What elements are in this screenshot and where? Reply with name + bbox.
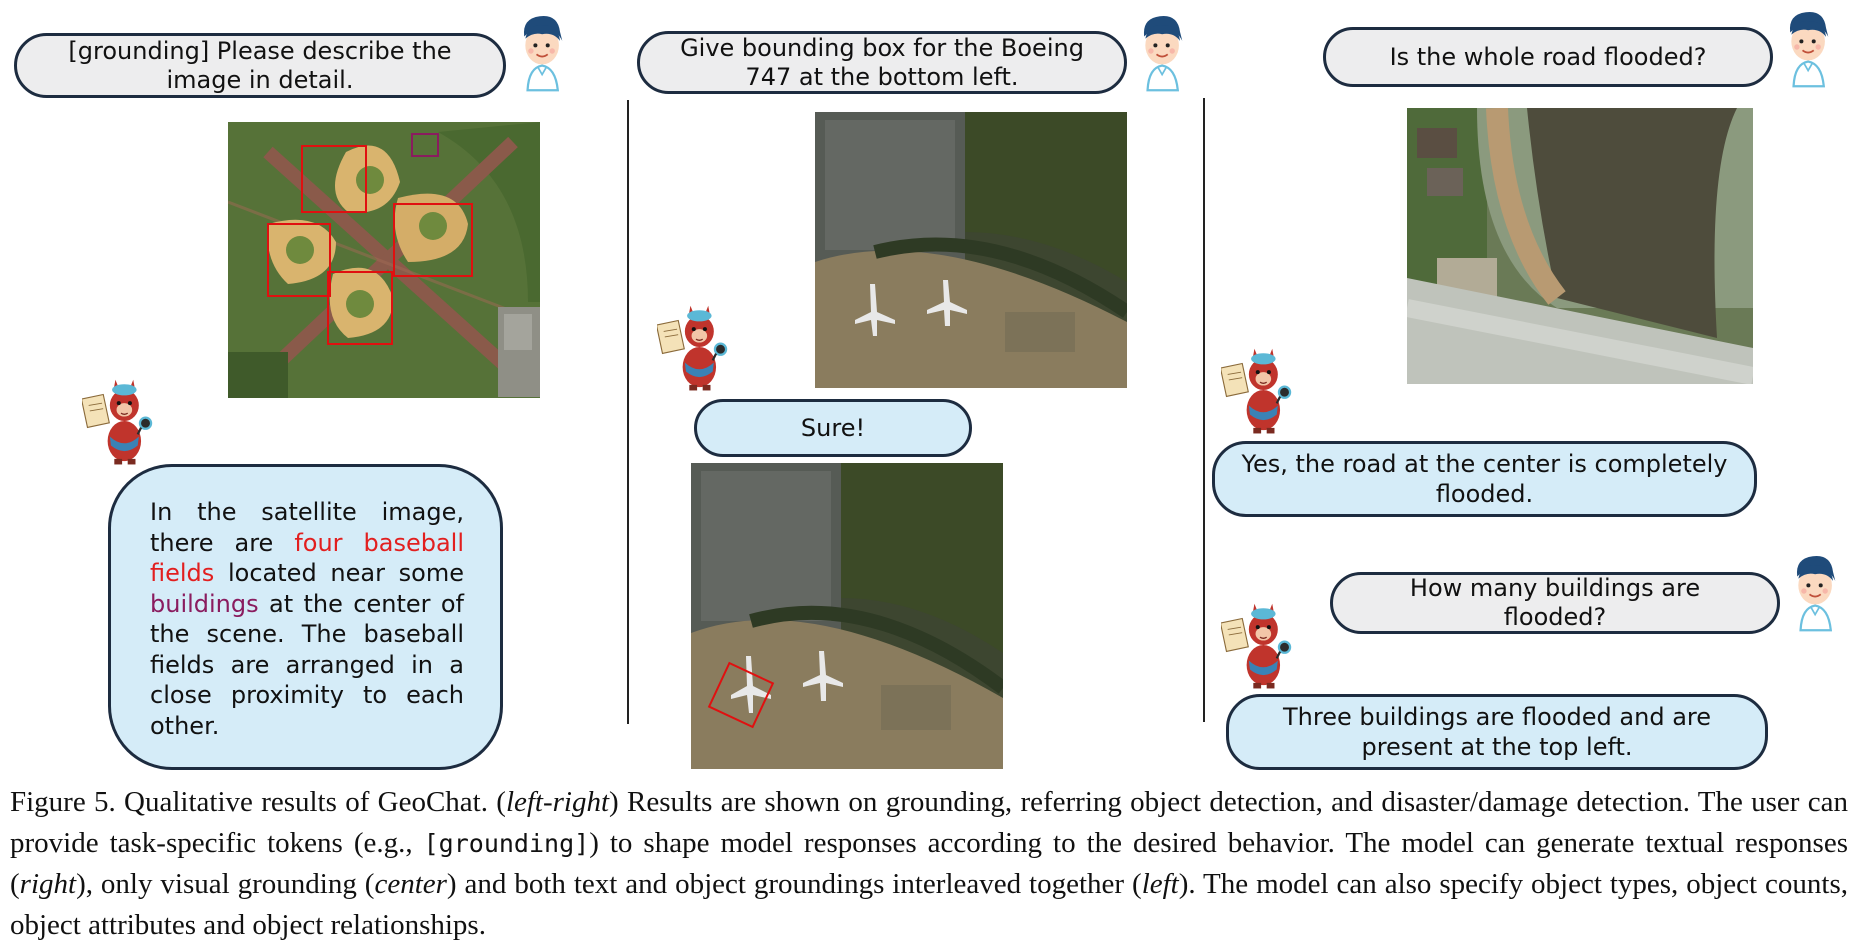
user-question-text: Is the whole road flooded? [1389,42,1707,71]
assistant-answer-bubble-left [108,464,503,770]
satellite-image-airport-result [691,463,1003,769]
user-question-text: How many buildings are flooded? [1409,574,1701,631]
caption-italic: left [1141,868,1179,900]
llama-mascot-icon [657,302,735,392]
llama-mascot-icon [82,376,160,466]
answer-text-part: In the satellite image, there are [150,498,464,557]
caption-text: ) to shape model responses according to the desired behavior. The model can generate textual responses ( [10,826,1848,900]
caption-text: Figure 5. Qualitative results of GeoChat. ( [10,786,506,818]
caption-text: ) Results are shown on grounding, referring object detection, and disaster/damage detection. The user can provide task-specific tokens (e.g., [10,786,1848,859]
caption-text: ). The model can also specify object types, object counts, object attributes and object relationships. [10,868,1848,941]
user-question-bubble-1 [1323,27,1773,87]
caption-text: ) and both text and object groundings interleaved together ( [446,868,1142,900]
user-avatar-icon [513,10,569,92]
caption-italic: right [19,868,77,900]
user-question-bubble-2 [1330,572,1780,634]
highlight-buildings: buildings [150,589,259,618]
caption-code: [grounding] [423,828,590,858]
assistant-answer-bubble-2 [1226,694,1768,770]
answer-text-part: located near some [214,559,464,587]
llama-mascot-icon [1221,600,1299,690]
answer-text: Yes, the road at the center is completely flooded. [1241,450,1728,508]
caption-italic: left-right [505,786,610,818]
panel-divider-left [627,100,629,724]
user-prompt-bubble-left [14,33,506,98]
caption-italic: center [374,868,447,900]
figure-caption [10,782,1848,945]
caption-text: ), only visual grounding ( [76,868,375,900]
user-avatar-icon [1133,10,1189,92]
highlight-objects: four baseball fields [150,528,465,587]
user-avatar-icon [1779,6,1835,88]
panel-divider-right [1203,98,1205,722]
llama-mascot-icon [1221,345,1299,435]
satellite-image-flooded-road [1407,108,1753,384]
user-prompt-bubble-center [637,31,1127,94]
assistant-answer-bubble-center [694,399,972,457]
answer-text: Sure! [800,414,866,442]
user-avatar-icon [1786,550,1842,632]
answer-text-part: at the center of the scene. The baseball fields are arranged in a close proximity to each other. [150,589,464,740]
answer-text: Three buildings are flooded and are present at the top left. [1282,703,1711,761]
user-prompt-text: Give bounding box for the Boeing 747 at the bottom left. [680,33,1084,91]
satellite-image-airport-query [815,112,1127,388]
user-prompt-text: [grounding] Please describe the image in detail. [68,36,452,94]
assistant-answer-bubble-1 [1212,441,1757,517]
satellite-image-baseball-fields [228,122,540,398]
